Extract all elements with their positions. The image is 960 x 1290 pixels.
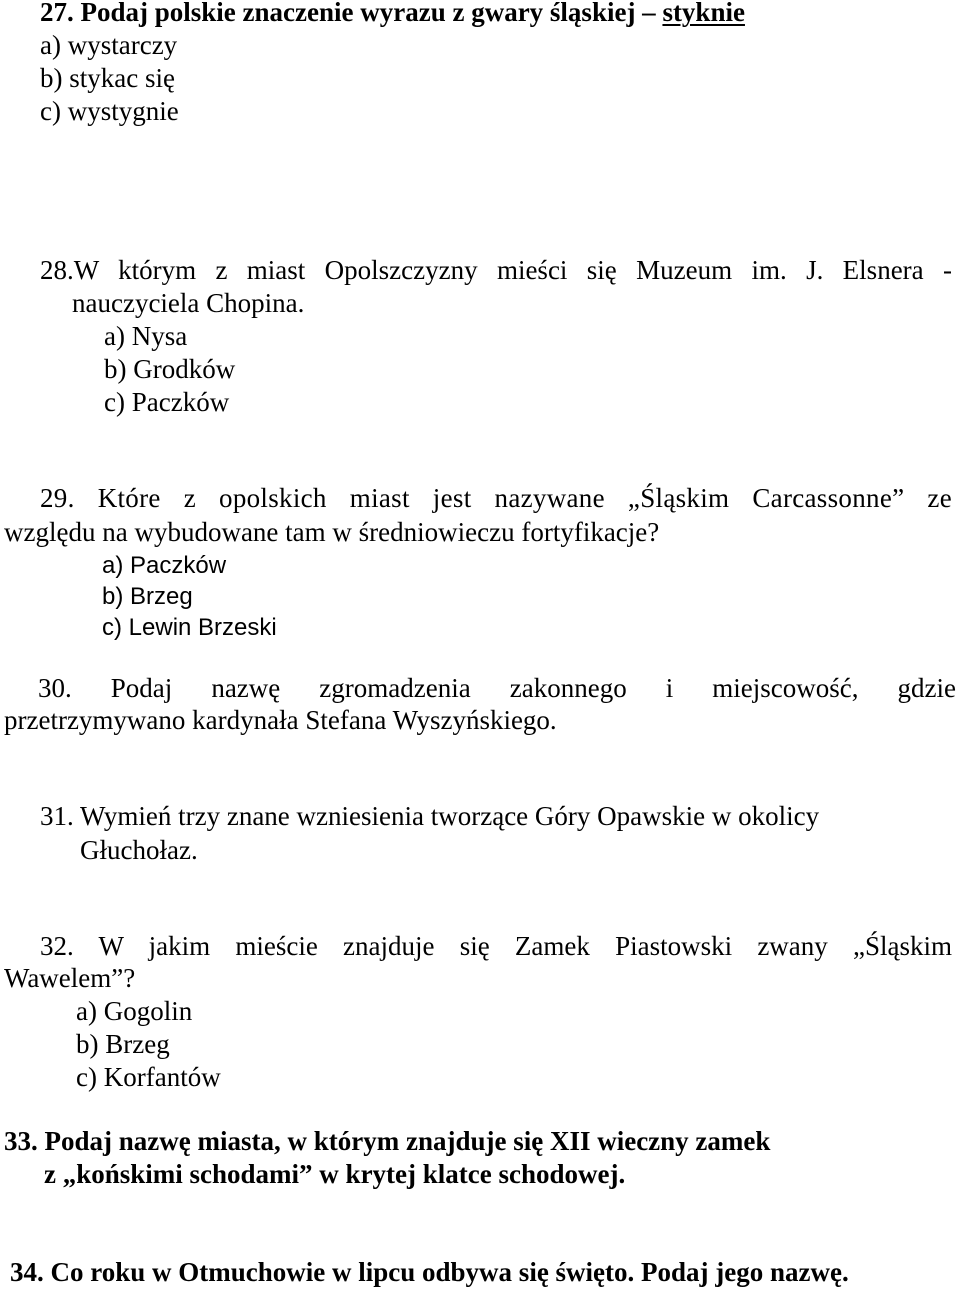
question-32-line1: 32. W jakim mieście znajduje się Zamek Piastowski zwany „Śląskim [40,931,952,961]
question-28-line1: 28.W którym z miast Opolszczyzny mieści się Muzeum im. J. Elsnera - [40,255,952,285]
question-31-line2: Głuchołaz. [80,835,198,865]
question-29-line2: względu na wybudowane tam w średniowieczu fortyfikacje? [4,517,660,547]
q32-option-b: b) Brzeg [76,1029,170,1059]
q28-option-a: a) Nysa [104,321,188,351]
q27-option-a: a) wystarczy [40,30,178,60]
question-28-line2: nauczyciela Chopina. [72,288,305,318]
q28-option-b: b) Grodków [104,354,236,384]
question-31-line1: 31. Wymień trzy znane wzniesienia tworzące Góry Opawskie w okolicy [40,801,820,831]
q29-option-b: b) Brzeg [102,583,193,610]
q27-option-b: b) stykac się [40,63,175,93]
question-29-line1: 29. Które z opolskich miast jest nazywane „Śląskim Carcassonne” ze [40,483,952,513]
question-27-word: styknie [662,0,745,27]
q28-option-c: c) Paczków [104,387,230,417]
question-34: 34. Co roku w Otmuchowie w lipcu odbywa się święto. Podaj jego nazwę. [10,1257,849,1287]
q32-option-a: a) Gogolin [76,996,193,1026]
question-30-line1: 30. Podaj nazwę zgromadzenia zakonnego i miejscowość, gdzie [38,673,956,703]
question-27 [40,0,745,29]
question-27-text: 27. Podaj polskie znaczenie wyrazu z gwary śląskiej – [40,0,663,27]
q27-option-c: c) wystygnie [40,96,179,126]
question-30-line2: przetrzymywano kardynała Stefana Wyszyńskiego. [4,705,557,735]
q32-option-c: c) Korfantów [76,1062,221,1092]
question-33-line2: z „końskimi schodami” w krytej klatce schodowej. [44,1159,626,1189]
question-33-line1: 33. Podaj nazwę miasta, w którym znajduje się XII wieczny zamek [4,1126,771,1156]
question-32-line2: Wawelem”? [4,963,136,993]
q29-option-c: c) Lewin Brzeski [102,614,277,641]
q29-option-a: a) Paczków [102,552,227,579]
